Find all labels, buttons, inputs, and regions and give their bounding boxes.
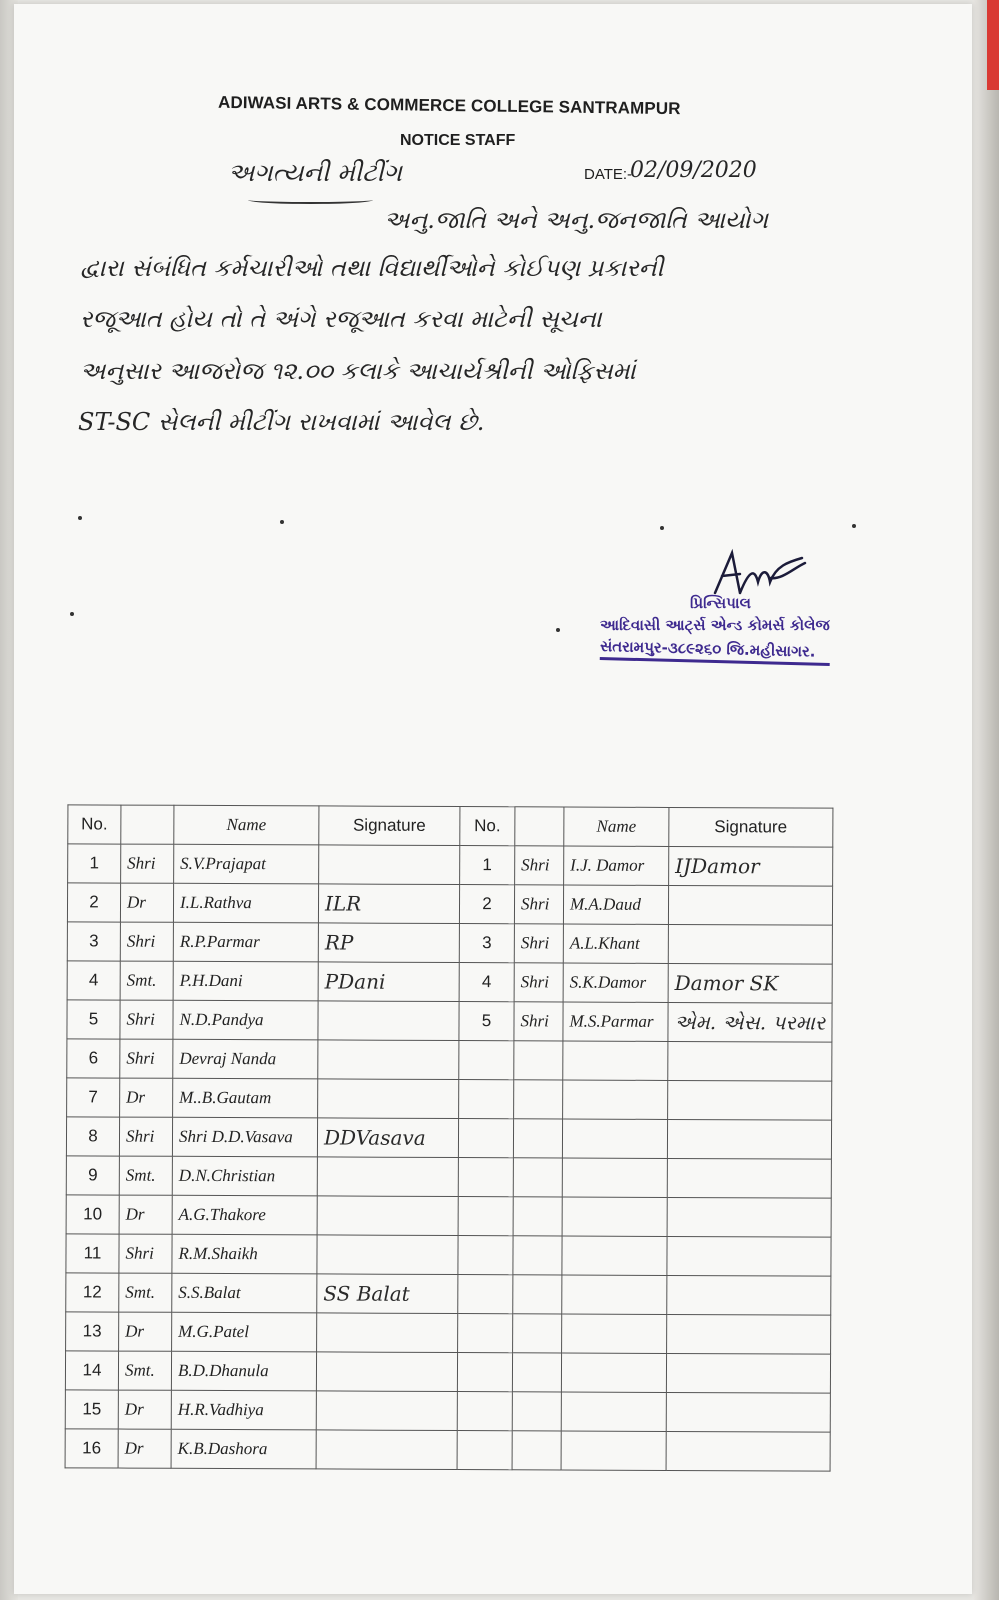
empty-cell bbox=[561, 1353, 666, 1392]
staff-signature-cell bbox=[318, 1001, 459, 1041]
staff-signature-cell bbox=[317, 1313, 458, 1353]
empty-cell bbox=[514, 1080, 563, 1119]
table-row bbox=[66, 1117, 831, 1159]
staff-signature-cell-right bbox=[669, 846, 833, 886]
table-row bbox=[66, 1234, 831, 1276]
staff-title: Dr bbox=[118, 1429, 171, 1468]
staff-title: Shri bbox=[120, 1000, 173, 1039]
stamp-address: સંતરામપુર-૩૮૯૨૬૦ જિ.મહીસાગર. bbox=[600, 637, 830, 666]
staff-signature-cell-right bbox=[668, 924, 832, 964]
staff-name: I.L.Rathva bbox=[173, 883, 318, 923]
college-name: ADIWASI ARTS & COMMERCE COLLEGE SANTRAMPUR bbox=[217, 92, 681, 119]
date-label: DATE:- bbox=[584, 166, 633, 183]
staff-title: Shri bbox=[119, 1117, 172, 1156]
empty-cell bbox=[513, 1158, 562, 1197]
stamp-college: આદિવાસી આર્ટ્સ એન્ડ કોમર્સ કોલેજ bbox=[600, 616, 830, 634]
staff-name: R.P.Parmar bbox=[173, 922, 318, 962]
staff-title: Smt. bbox=[120, 961, 173, 1000]
table-row bbox=[67, 883, 832, 925]
empty-cell bbox=[667, 1158, 831, 1198]
empty-cell bbox=[562, 1158, 667, 1197]
handwritten-signature: DDVasava bbox=[323, 1125, 426, 1150]
notice-heading: NOTICE STAFF bbox=[400, 132, 516, 149]
header-signature-right: Signature bbox=[669, 807, 833, 847]
staff-title: Shri bbox=[121, 844, 174, 883]
empty-cell bbox=[666, 1353, 830, 1393]
ink-dot bbox=[660, 526, 664, 530]
staff-signature-cell bbox=[317, 1235, 458, 1275]
handwritten-signature: એમ. એસ. પરમાર bbox=[674, 1009, 826, 1035]
staff-title-right: Shri bbox=[514, 924, 563, 963]
staff-name-right: S.K.Damor bbox=[563, 963, 668, 1002]
empty-cell bbox=[514, 1041, 563, 1080]
staff-signature-cell-right bbox=[668, 963, 832, 1003]
page-edge-right bbox=[973, 0, 999, 1600]
staff-title: Smt. bbox=[118, 1351, 171, 1390]
staff-signature-cell bbox=[318, 962, 459, 1002]
header-title-right bbox=[515, 807, 564, 846]
staff-no-right: 4 bbox=[459, 963, 514, 1002]
staff-name-right: M.S.Parmar bbox=[563, 1002, 668, 1041]
subject-underline bbox=[248, 196, 373, 204]
staff-name: B.D.Dhanula bbox=[171, 1351, 316, 1391]
handwritten-signature: RP bbox=[324, 930, 354, 955]
empty-cell bbox=[561, 1392, 666, 1431]
stamp-title: પ્રિન્સિપાલ bbox=[690, 594, 751, 612]
staff-name: R.M.Shaikh bbox=[172, 1234, 317, 1274]
staff-no-right: 2 bbox=[459, 885, 514, 924]
body-line-2: દ્વારા સંબંધિત કર્મચારીઓ તથા વિદ્યાર્થીઓને કોઈપણ પ્રકારની bbox=[80, 254, 664, 282]
staff-title: Dr bbox=[120, 883, 173, 922]
header-signature: Signature bbox=[319, 806, 460, 846]
table-row bbox=[66, 1156, 831, 1198]
meeting-subject: અગત્યની મીટીંગ bbox=[228, 158, 403, 187]
date-value: 02/09/2020 bbox=[630, 158, 757, 183]
staff-title-right: Shri bbox=[514, 963, 563, 1002]
table-row bbox=[66, 1195, 831, 1237]
staff-name-right: M.A.Daud bbox=[563, 885, 668, 924]
staff-no: 13 bbox=[66, 1312, 119, 1351]
staff-no: 4 bbox=[67, 961, 120, 1000]
body-line-1: અનુ.જાતિ અને અનુ.જનજાતિ આયોગ bbox=[384, 206, 769, 234]
staff-signature-cell bbox=[316, 1391, 457, 1431]
table-header-row bbox=[68, 805, 833, 847]
table-row bbox=[67, 1039, 832, 1081]
staff-title: Shri bbox=[120, 922, 173, 961]
staff-title: Shri bbox=[120, 1039, 173, 1078]
staff-title: Dr bbox=[119, 1312, 172, 1351]
empty-cell bbox=[458, 1236, 513, 1275]
empty-cell bbox=[513, 1119, 562, 1158]
ink-dot bbox=[70, 612, 74, 616]
principal-stamp bbox=[600, 594, 830, 663]
ink-dot bbox=[280, 520, 284, 524]
staff-name: S.V.Prajapat bbox=[174, 844, 319, 884]
empty-cell bbox=[563, 1080, 668, 1119]
staff-signature-cell bbox=[316, 1430, 457, 1470]
staff-no: 7 bbox=[67, 1078, 120, 1117]
staff-no: 9 bbox=[66, 1156, 119, 1195]
staff-signature-cell bbox=[316, 1352, 457, 1392]
staff-title-right: Shri bbox=[514, 1002, 563, 1041]
staff-title: Shri bbox=[119, 1234, 172, 1273]
staff-signature-cell bbox=[319, 845, 460, 885]
staff-title-right: Shri bbox=[514, 885, 563, 924]
body-line-4: અનુસાર આજરોજ ૧૨.૦૦ કલાકે આચાર્યશ્રીની ઓફિસમાં bbox=[80, 357, 636, 385]
staff-no: 11 bbox=[66, 1234, 119, 1273]
ink-dot bbox=[852, 524, 856, 528]
empty-cell bbox=[562, 1197, 667, 1236]
staff-name: Devraj Nanda bbox=[173, 1039, 318, 1079]
staff-no-right: 5 bbox=[459, 1002, 514, 1041]
staff-name: S.S.Balat bbox=[172, 1273, 317, 1313]
staff-name-right: I.J. Damor bbox=[564, 846, 669, 885]
staff-signature-cell bbox=[318, 1079, 459, 1119]
empty-cell bbox=[459, 1041, 514, 1080]
empty-cell bbox=[562, 1119, 667, 1158]
staff-signature-cell bbox=[318, 1040, 459, 1080]
handwritten-signature: Damor SK bbox=[674, 970, 779, 996]
empty-cell bbox=[513, 1236, 562, 1275]
empty-cell bbox=[562, 1236, 667, 1275]
staff-no: 6 bbox=[67, 1039, 120, 1078]
ink-dot bbox=[78, 516, 82, 520]
staff-title-right: Shri bbox=[515, 846, 564, 885]
header-no-right: No. bbox=[460, 807, 515, 846]
ink-dot bbox=[556, 628, 560, 632]
table-row bbox=[65, 1429, 830, 1471]
staff-no: 10 bbox=[66, 1195, 119, 1234]
empty-cell bbox=[512, 1392, 561, 1431]
red-folder-edge bbox=[987, 0, 999, 90]
staff-name: Shri D.D.Vasava bbox=[172, 1117, 317, 1157]
header-no: No. bbox=[68, 805, 121, 844]
empty-cell bbox=[666, 1392, 830, 1432]
empty-cell bbox=[457, 1353, 512, 1392]
body-line-5: ST-SC સેલની મીટીંગ રાખવામાં આવેલ છે. bbox=[78, 408, 485, 436]
empty-cell bbox=[667, 1314, 831, 1354]
table-row bbox=[67, 922, 832, 964]
table-row bbox=[65, 1351, 830, 1393]
empty-cell bbox=[668, 1080, 832, 1120]
staff-signature-cell-right bbox=[668, 885, 832, 925]
staff-title: Dr bbox=[118, 1390, 171, 1429]
empty-cell bbox=[667, 1197, 831, 1237]
empty-cell bbox=[513, 1314, 562, 1353]
empty-cell bbox=[513, 1197, 562, 1236]
staff-signature-table bbox=[65, 804, 834, 1471]
empty-cell bbox=[512, 1431, 561, 1470]
staff-no: 14 bbox=[65, 1351, 118, 1390]
empty-cell bbox=[512, 1353, 561, 1392]
staff-name: A.G.Thakore bbox=[172, 1195, 317, 1235]
staff-signature-cell bbox=[317, 1274, 458, 1314]
staff-no-right: 3 bbox=[459, 924, 514, 963]
staff-signature-cell bbox=[318, 923, 459, 963]
empty-cell bbox=[458, 1119, 513, 1158]
principal-signature-text: Arp bbox=[710, 548, 712, 549]
staff-no: 1 bbox=[68, 844, 121, 883]
table-row bbox=[66, 1273, 831, 1315]
table-row bbox=[67, 1078, 832, 1120]
empty-cell bbox=[513, 1275, 562, 1314]
staff-name-right: A.L.Khant bbox=[563, 924, 668, 963]
table-row bbox=[66, 1312, 831, 1354]
handwritten-signature: IJDamor bbox=[675, 853, 760, 879]
header-title bbox=[121, 805, 174, 844]
staff-name: H.R.Vadhiya bbox=[171, 1390, 316, 1430]
empty-cell bbox=[458, 1314, 513, 1353]
staff-name: K.B.Dashora bbox=[171, 1429, 316, 1469]
empty-cell bbox=[458, 1197, 513, 1236]
staff-signature-cell-right bbox=[668, 1002, 832, 1042]
staff-signature-cell bbox=[318, 884, 459, 924]
body-line-3: રજૂઆત હોય તો તે અંગે રજૂઆત કરવા માટેની સૂચના bbox=[80, 305, 602, 333]
empty-cell bbox=[668, 1041, 832, 1081]
handwritten-signature: SS Balat bbox=[323, 1281, 410, 1306]
header-name: Name bbox=[174, 805, 319, 845]
table-row bbox=[65, 1390, 830, 1432]
empty-cell bbox=[562, 1275, 667, 1314]
staff-no: 16 bbox=[65, 1429, 118, 1468]
header-name-right: Name bbox=[564, 807, 669, 846]
staff-title: Smt. bbox=[119, 1273, 172, 1312]
staff-no: 3 bbox=[67, 922, 120, 961]
staff-name: M..B.Gautam bbox=[173, 1078, 318, 1118]
staff-no: 12 bbox=[66, 1273, 119, 1312]
staff-no: 2 bbox=[67, 883, 120, 922]
staff-no: 15 bbox=[65, 1390, 118, 1429]
staff-title: Dr bbox=[119, 1195, 172, 1234]
staff-name: M.G.Patel bbox=[172, 1312, 317, 1352]
empty-cell bbox=[563, 1041, 668, 1080]
empty-cell bbox=[562, 1314, 667, 1353]
staff-title: Smt. bbox=[119, 1156, 172, 1195]
empty-cell bbox=[457, 1431, 512, 1470]
empty-cell bbox=[458, 1158, 513, 1197]
staff-no-right: 1 bbox=[460, 846, 515, 885]
handwritten-signature: PDani bbox=[324, 969, 386, 994]
table-row bbox=[67, 1000, 832, 1042]
empty-cell bbox=[457, 1392, 512, 1431]
staff-no: 8 bbox=[66, 1117, 119, 1156]
empty-cell bbox=[667, 1236, 831, 1276]
empty-cell bbox=[458, 1275, 513, 1314]
staff-title: Dr bbox=[120, 1078, 173, 1117]
staff-signature-cell bbox=[317, 1118, 458, 1158]
handwritten-signature: ILR bbox=[324, 891, 362, 916]
staff-name: N.D.Pandya bbox=[173, 1000, 318, 1040]
staff-name: P.H.Dani bbox=[173, 961, 318, 1001]
staff-no: 5 bbox=[67, 1000, 120, 1039]
staff-signature-cell bbox=[317, 1196, 458, 1236]
table-row bbox=[68, 844, 833, 886]
staff-signature-cell bbox=[317, 1157, 458, 1197]
staff-name: D.N.Christian bbox=[172, 1156, 317, 1196]
empty-cell bbox=[667, 1275, 831, 1315]
empty-cell bbox=[666, 1431, 830, 1471]
empty-cell bbox=[667, 1119, 831, 1159]
empty-cell bbox=[459, 1080, 514, 1119]
table-row bbox=[67, 961, 832, 1003]
empty-cell bbox=[561, 1431, 666, 1470]
